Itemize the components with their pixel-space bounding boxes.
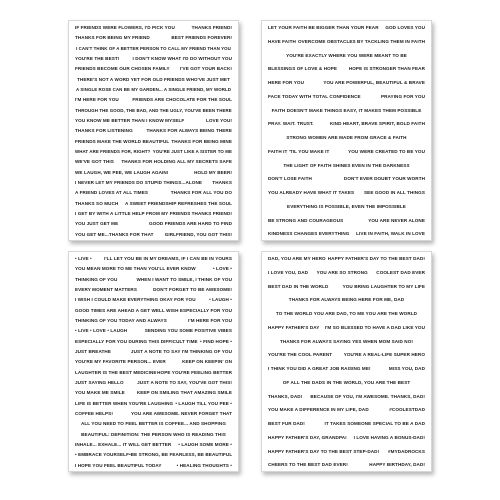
sentiment-text: YOU JUST GET ME xyxy=(75,221,119,227)
sentiment-text: HAVE FAITH xyxy=(268,38,296,44)
sentiment-text: DON'T LOSE FAITH xyxy=(268,176,312,182)
sentiment-text: HAPPY FATHER'S DAY TO THE BEST STEP-DAD! xyxy=(268,448,380,454)
sentiment-text: HAPPY FATHER'S DAY, GRANDPA! xyxy=(268,434,347,440)
sentiment-text: A SINGLE ROSE CAN BE MY GARDEN... A SINGLE FRIEND, MY WORLD xyxy=(75,86,232,92)
sentiment-sheet-friendship xyxy=(68,20,239,241)
sentiment-text: I HOPE YOU FEEL BEAUTIFUL TODAY xyxy=(75,462,162,468)
sentiment-row xyxy=(268,311,425,316)
sentiment-text: #COOLESTDAD xyxy=(389,407,425,413)
sentiment-text: I'LL LET YOU BE IN MY DREAMS, IF I CAN BE IN YOURS xyxy=(104,256,232,261)
sentiment-text: YOU ALREADY HAVE WHAT IT TAKES xyxy=(268,190,355,196)
sentiment-text: DAD, YOU ARE MY HERO xyxy=(268,256,326,261)
sentiment-text: YOU KNOW ME BETTER THAN I KNOW MYSELF xyxy=(75,117,185,123)
sentiment-text: LAUGHTER IS THE BEST MEDICINE xyxy=(75,369,157,375)
sentiment-row xyxy=(268,94,425,99)
sentiment-text: I'VE GOT YOUR BACK! xyxy=(179,66,232,72)
sentiment-text: • FIND HOPE • xyxy=(200,338,232,344)
sentiment-text: FAITH DOESN'T MAKE THINGS EASY, IT MAKES THEM POSSIBLE xyxy=(271,107,422,113)
sentiment-text: THANKS FRIEND! xyxy=(191,25,232,30)
sentiment-row xyxy=(75,463,232,468)
sentiment-text: BE STRONG, BE FEARLESS, BE BEAUTIFUL xyxy=(130,452,233,458)
sentiment-row xyxy=(268,53,425,58)
sentiment-text: YOU'RE JUST LIKE A SISTER TO ME xyxy=(152,148,232,154)
sentiment-text: YOU ARE NEVER ALONE xyxy=(368,217,425,223)
sentiment-text: • LIVE • xyxy=(75,256,92,261)
sentiment-text: THANKS SO MUCH xyxy=(75,200,119,206)
sentiment-text: DON'T EVER DOUBT YOUR WORTH xyxy=(343,176,425,182)
sentiment-text: THANKS FOR BEING MY FRIEND xyxy=(75,35,150,41)
sentiment-text: • LAUGH SOME MORE • xyxy=(178,441,232,447)
sentiment-row xyxy=(268,325,425,330)
sentiment-text: THERE'S NOT A WORD YET FOR OLD FRIENDS WHO'VE JUST MET xyxy=(77,76,230,82)
sentiment-text: FACE TODAY WITH TOTAL CONFIDENCE xyxy=(268,93,361,99)
sentiment-row xyxy=(268,366,425,371)
sentiment-text: I'M SO BLESSED TO HAVE A DAD LIKE YOU xyxy=(324,324,425,330)
sentiment-row xyxy=(75,318,232,323)
sentiment-text: YOU ARE POWERFUL, BEAUTIFUL & BRAVE xyxy=(323,80,425,86)
sentiment-row xyxy=(268,380,425,385)
sentiment-text: YOU WERE CREATED TO BE YOU xyxy=(348,148,425,154)
sentiment-text: • EMBRACE YOURSELF• xyxy=(75,452,131,458)
sentiment-row xyxy=(75,380,232,385)
sentiment-text: BEST FUR DAD! xyxy=(268,421,305,427)
sentiment-row xyxy=(75,118,232,123)
sentiment-text: I WISH I COULD MAKE EVERYTHING OKAY FOR YOU xyxy=(75,297,196,303)
sentiment-text: KEEP ON SMILING THAT AMAZING SMILE xyxy=(136,390,232,396)
sentiment-text: YOU ARE SO STRONG xyxy=(316,269,368,275)
sentiment-text: OVERCOME OBSTACLES BY TACKLING THEM IN FAITH xyxy=(297,38,425,44)
sentiment-text: LOVE YOU! xyxy=(205,117,232,123)
sentiment-text: THANKS, DAD! xyxy=(268,393,303,399)
sentiment-text: • LOVE • xyxy=(212,266,232,272)
sentiment-text: KEEP ON KEEPIN' ON xyxy=(182,359,232,365)
sentiment-row xyxy=(75,370,232,375)
sentiment-row xyxy=(75,180,232,185)
sentiment-row xyxy=(268,462,425,467)
sentiment-row xyxy=(268,394,425,399)
sentiment-text: FRIENDS ARE CHOCOLATE FOR THE SOUL xyxy=(132,97,232,103)
sentiment-text: THANKS FOR ALWAYS BEING THERE xyxy=(146,128,232,134)
sentiment-text: OF ALL THE DADS IN THE WORLD, YOU ARE THE BEST xyxy=(282,379,411,385)
sentiment-row xyxy=(75,190,232,195)
sentiment-row xyxy=(268,135,425,140)
sentiment-text: WHEN I WANT TO SMILE, I THINK OF YOU xyxy=(136,276,232,282)
sentiment-row xyxy=(268,176,425,181)
sentiment-row xyxy=(75,221,232,226)
sentiment-text: HAPPY FATHER'S DAY TO THE BEST DAD! xyxy=(327,256,425,261)
sentiment-row xyxy=(75,159,232,164)
sentiment-text: YOU'RE MY FAVORITE PERSON... EVER xyxy=(75,359,166,365)
sentiment-row xyxy=(268,435,425,440)
sentiment-text: EVERY MOMENT MATTERS xyxy=(75,286,137,292)
sentiment-text: • LIVE • LOVE • LAUGH xyxy=(75,328,128,334)
sentiment-text: YOU'RE A REAL-LIFE SUPER HERO xyxy=(343,352,425,358)
sentiment-text: I THINK YOU DID A GREAT JOB RAISING ME! xyxy=(268,366,371,372)
sentiment-text: JUST SAYING HELLO xyxy=(75,379,124,385)
sentiment-text: PRAY. WAIT. TRUST. xyxy=(268,121,314,127)
sentiment-text: THANKS FRIEND! xyxy=(191,210,232,216)
sentiment-text: LIFE IS BETTER WHEN YOU'RE LAUGHING xyxy=(75,400,174,406)
sentiment-text: YOU'RE THE COOL PARENT xyxy=(268,352,333,358)
sentiment-text: • LAUGH TILL YOU PEE • xyxy=(175,400,232,406)
sentiment-row xyxy=(75,108,232,113)
sentiment-text: HOLD MY BEER! xyxy=(194,169,232,175)
sentiment-row xyxy=(268,163,425,168)
sentiment-row xyxy=(268,149,425,154)
sentiment-text: GOOD FRIENDS ARE HARD TO FIND xyxy=(148,221,232,227)
sentiment-text: YOU'RE EXACTLY WHERE YOU WERE MEANT TO BE xyxy=(286,52,407,58)
sentiment-row xyxy=(75,421,232,426)
sentiment-text: PRAYING FOR YOU xyxy=(380,93,425,99)
sentiment-text: I LOVE YOU, DAD xyxy=(268,269,309,275)
sentiment-text: CHEERS TO THE BEST DAD EVER! xyxy=(268,462,348,468)
sentiment-text: • HEALING THOUGHTS • xyxy=(176,462,232,468)
sentiment-row xyxy=(75,266,232,271)
sentiment-text: HAPPY BIRTHDAY, DAD! xyxy=(369,462,425,468)
sentiment-row xyxy=(75,256,232,261)
sentiment-row xyxy=(268,66,425,71)
sentiment-text: A FRIEND LOVES AT ALL TIMES xyxy=(75,190,149,196)
sentiment-text: BLESSINGS OF LOVE & HOPE xyxy=(268,66,338,72)
sentiment-text: COOLEST DAD EVER xyxy=(376,269,425,275)
sentiment-row xyxy=(75,170,232,175)
sentiment-row xyxy=(268,231,425,236)
sentiment-text: COFFEE HELPS! xyxy=(75,410,113,416)
sentiment-row xyxy=(75,308,232,313)
sentiment-text: YOU GET ME...THANKS FOR THAT xyxy=(75,231,154,237)
sentiment-row xyxy=(75,149,232,154)
sentiment-sheet-encouragement xyxy=(68,251,239,472)
sentiment-row xyxy=(75,442,232,447)
sentiment-sheet-dad xyxy=(261,251,432,472)
sentiment-text: FRIENDS MAKE THE WORLD BEAUTIFUL xyxy=(75,138,170,144)
sentiment-text: WHAT ARE FRIENDS FOR, RIGHT? xyxy=(75,148,151,154)
sentiment-row xyxy=(75,452,232,457)
sentiment-text: I'M HERE FOR YOU xyxy=(188,317,232,323)
sentiment-text: HOPE IS STRONGER THAN FEAR xyxy=(348,66,425,72)
sentiment-row xyxy=(75,277,232,282)
sentiment-row xyxy=(75,56,232,61)
sentiment-text: IF FRIENDS WERE FLOWERS, I'D PICK YOU xyxy=(75,25,175,30)
sentiment-text: A GET WELL WISH ESPECIALLY FOR YOU xyxy=(135,307,232,313)
sentiment-text: JUST BREATHE xyxy=(75,348,111,354)
sentiment-row xyxy=(75,390,232,395)
sentiment-text: EVERYTHING IS POSSIBLE, EVEN THE IMPOSSIBLE xyxy=(287,203,406,209)
sentiment-text: DON'T FORGET TO BE AWESOME! xyxy=(153,286,232,292)
sentiment-text: YOU ARE AWESOME. NEVER FORGET THAT xyxy=(131,410,232,416)
sentiment-text: I NEVER LET MY FRIENDS DO STUPID THINGS...ALONE xyxy=(75,179,203,185)
sentiment-row xyxy=(75,66,232,71)
sentiment-row xyxy=(75,87,232,92)
sentiment-text: THANKS xyxy=(212,179,232,185)
sentiment-sheet-faith xyxy=(261,20,432,241)
sentiment-row xyxy=(75,46,232,51)
sentiment-text: #MYDADROCKS xyxy=(388,448,425,454)
sentiment-text: THANKS FOR ALL YOU DO xyxy=(170,190,232,196)
sentiment-row xyxy=(75,201,232,206)
sentiment-row xyxy=(268,284,425,289)
sentiment-text: BEST FRIENDS FOREVER! xyxy=(171,35,232,41)
sentiment-row xyxy=(75,232,232,237)
sentiment-row xyxy=(268,270,425,275)
sentiment-text: I LOVE HAVING A BONUS-DAD! xyxy=(353,434,425,440)
sentiment-text: YOU MAKE ME SMILE xyxy=(75,390,125,396)
sentiment-row xyxy=(75,139,232,144)
sentiment-text: THANKS FOR ALWAYS SAYING YES WHEN MOM SAID NO! xyxy=(279,338,414,344)
sentiment-row xyxy=(268,204,425,209)
sentiment-text: BEST DAD IN THE WORLD xyxy=(268,283,329,289)
sentiment-text: WE LAUGH, WE PEE, WE LAUGH AGAIN! xyxy=(75,169,169,175)
sentiment-text: INHALE... EXHALE... IT WILL GET BETTER xyxy=(75,441,172,447)
sentiment-text: I DON'T KNOW WHAT I'D DO WITHOUT YOU xyxy=(132,55,232,61)
sentiment-row xyxy=(75,287,232,292)
sentiment-row xyxy=(268,190,425,195)
sentiment-text: FRIENDS BECOME OUR CHOSEN FAMILY xyxy=(75,66,170,72)
sentiment-text: GOOD TIMES ARE AHEAD xyxy=(75,307,135,313)
sentiment-row xyxy=(268,407,425,412)
sentiment-text: THANKS FOR BEING MINE xyxy=(171,138,232,144)
sentiment-row xyxy=(75,411,232,416)
sentiment-row xyxy=(268,449,425,454)
sentiment-text: A SWEET FRIENDSHIP REFRESHES THE SOUL xyxy=(124,200,232,206)
sentiment-text: STRONG WOMEN ARE MADE FROM GRACE & FAITH xyxy=(286,135,407,141)
sentiment-text: • LAUGH • xyxy=(209,297,232,303)
sentiment-row xyxy=(268,80,425,85)
sentiment-row xyxy=(268,352,425,357)
sentiment-text: HOPE YOU'RE FEELING BETTER xyxy=(157,369,232,375)
sentiment-row xyxy=(268,421,425,426)
sentiment-row xyxy=(268,121,425,126)
sentiment-text: THE LIGHT OF FAITH SHINES EVEN IN THE DARKNESS xyxy=(283,162,410,168)
sentiment-text: KINDNESS CHANGES EVERYTHING xyxy=(268,231,350,237)
sentiment-row xyxy=(75,401,232,406)
sentiment-row xyxy=(75,359,232,364)
sentiment-text: JUST A NOTE TO SAY, YOU'VE GOT THIS! xyxy=(137,379,232,385)
sentiment-row xyxy=(268,39,425,44)
sentiment-row xyxy=(75,432,232,437)
sentiment-row xyxy=(75,211,232,216)
sentiment-row xyxy=(75,297,232,302)
sentiment-text: YOU BRING LAUGHTER TO MY LIFE xyxy=(342,283,425,289)
sentiment-text: YOU MEAN MORE TO ME THAN YOU'LL EVER KNOW xyxy=(75,266,196,272)
sentiment-row xyxy=(75,97,232,102)
sentiment-row xyxy=(75,25,232,30)
sentiment-text: JUST A NOTE TO SAY I'M THINKING OF YOU xyxy=(130,348,232,354)
sentiment-text: HERE FOR YOU xyxy=(268,80,304,86)
sentiment-text: SEE GOOD IN ALL THINGS xyxy=(364,190,425,196)
sentiment-text: LET YOUR FAITH BE BIGGER THAN YOUR FEAR xyxy=(268,25,379,30)
sentiment-row xyxy=(268,256,425,261)
sentiment-text: KIND HEART, BRAVE SPIRIT, BOLD FAITH xyxy=(329,121,425,127)
sentiment-row xyxy=(268,218,425,223)
sentiment-text: HAPPY FATHER'S DAY xyxy=(268,324,320,330)
sentiment-text: THANKS FOR HOLDING ALL MY SECRETS SAFE xyxy=(121,159,232,165)
sentiment-text: GOD LOVES YOU xyxy=(385,25,425,30)
sentiment-text: ALL YOU NEED TO FEEL BETTER IS COFFEE... AND SHOPPING xyxy=(80,421,226,427)
sentiment-text: THROUGH THE GOOD, THE BAD, AND THE UGLY, YOU'VE BEEN THERE xyxy=(75,107,232,113)
sentiment-text: THANKS FOR ALWAYS BEING HERE FOR ME, DAD xyxy=(288,297,405,303)
sentiment-text: GIRLFRIEND, YOU GOT THIS! xyxy=(164,231,232,237)
sentiment-text: MISS YOU, DAD xyxy=(388,366,425,372)
sentiment-row xyxy=(75,128,232,133)
sentiment-text: BEAUTIFUL: DEFINITION: THE PERSON WHO IS READING THIS xyxy=(81,431,226,437)
sentiment-text: TO THE WORLD YOU ARE DAD, TO ME YOU ARE THE WORLD xyxy=(275,311,418,317)
sentiment-row xyxy=(75,35,232,40)
sentiment-text: ESPECIALLY FOR YOU DURING THIS DIFFICULT TIME xyxy=(75,338,198,344)
sentiment-row xyxy=(268,108,425,113)
sentiment-text: I'M HERE FOR YOU xyxy=(75,97,119,103)
sentiment-text: BECAUSE OF YOU, I'M AWESOME. THANKS, DAD! xyxy=(310,393,425,399)
sentiment-text: I CAN'T THINK OF A BETTER PERSON TO CALL MY FRIEND THAN YOU xyxy=(76,45,231,51)
sentiment-row xyxy=(268,297,425,302)
sentiment-text: IT TAKES SOMEONE SPECIAL TO BE A DAD xyxy=(324,421,425,427)
sentiment-row xyxy=(75,339,232,344)
sentiment-text: THANKS FOR LISTENING xyxy=(75,128,133,134)
sentiment-text: YOU MAKE A DIFFERENCE IN MY LIFE, DAD xyxy=(268,407,369,413)
sentiment-text: WE'VE GOT THIS xyxy=(75,159,114,165)
sentiment-text: FAITH IT 'TIL YOU MAKE IT xyxy=(268,148,330,154)
sentiment-row xyxy=(75,349,232,354)
sentiment-row xyxy=(75,328,232,333)
sentiment-text: YOU'RE THE BEST! xyxy=(75,55,120,61)
sentiment-text: I GET BY WITH A LITTLE HELP FROM MY FRIENDS xyxy=(75,210,191,216)
sentiment-row xyxy=(268,25,425,30)
sentiment-text: BE STRONG AND COURAGEOUS xyxy=(268,217,344,223)
sentiment-text: LIVE IN FAITH, WALK IN LOVE xyxy=(356,231,425,237)
sentiment-text: THINKING OF YOU xyxy=(75,276,118,282)
sentiment-text: SENDING YOU SOME POSITIVE VIBES xyxy=(144,328,232,334)
sentiment-row xyxy=(75,77,232,82)
sentiment-text: THINKING OF YOU TODAY AND ALWAYS xyxy=(75,317,167,323)
sentiment-row xyxy=(268,339,425,344)
